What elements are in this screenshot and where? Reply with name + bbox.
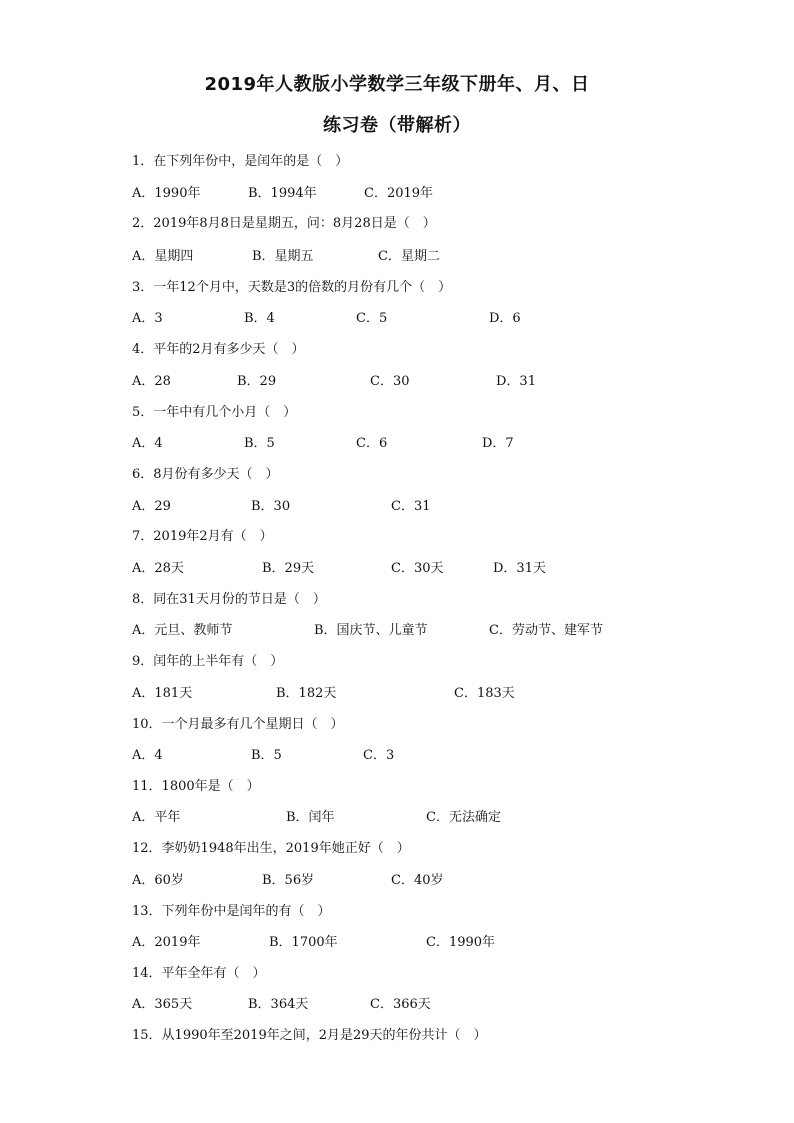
option-c: C．30 xyxy=(370,374,410,389)
option-d: D．6 xyxy=(489,311,521,326)
option-b: B．5 xyxy=(251,748,282,763)
options-row-4 xyxy=(0,370,794,390)
question-10: 10．一个月最多有几个星期日（ ） xyxy=(132,717,344,732)
question-12: 12．李奶奶1948年出生，2019年她正好（ ） xyxy=(132,841,410,856)
option-b: B．56岁 xyxy=(262,873,315,888)
option-a: A．元旦、教师节 xyxy=(132,623,233,638)
option-b: B．5 xyxy=(244,436,275,451)
option-b: B．1994年 xyxy=(248,186,317,201)
options-row-12 xyxy=(0,869,794,889)
option-b: B．星期五 xyxy=(252,249,314,264)
option-a: A．60岁 xyxy=(132,873,184,888)
options-row-14 xyxy=(0,993,794,1013)
option-c: C．40岁 xyxy=(391,873,444,888)
title-line-1: 2019年人教版小学数学三年级下册年、月、日 xyxy=(204,74,590,95)
question-4: 4．平年的2月有多少天（ ） xyxy=(132,342,305,357)
option-b: B．29 xyxy=(237,374,277,389)
option-a: A．2019年 xyxy=(132,935,201,950)
question-1: 1．在下列年份中，是闰年的是（ ） xyxy=(132,154,349,169)
question-15: 15．从1990年至2019年之间，2月是29天的年份共计（ ） xyxy=(132,1028,487,1043)
question-9: 9．闰年的上半年有（ ） xyxy=(132,654,284,669)
option-d: D．31天 xyxy=(493,561,546,576)
options-row-8 xyxy=(0,619,794,639)
options-row-10 xyxy=(0,744,794,764)
question-6: 6．8月份有多少天（ ） xyxy=(132,467,279,482)
option-c: C．无法确定 xyxy=(426,810,501,825)
option-a: A．平年 xyxy=(132,810,181,825)
option-c: C．3 xyxy=(363,748,395,763)
options-row-7 xyxy=(0,557,794,577)
options-row-5 xyxy=(0,432,794,452)
option-b: B．1700年 xyxy=(269,935,338,950)
option-c: C．5 xyxy=(356,311,388,326)
question-14: 14．平年全年有（ ） xyxy=(132,966,266,981)
option-b: B．364天 xyxy=(248,997,309,1012)
option-a: A．3 xyxy=(132,311,163,326)
option-a: A．4 xyxy=(132,748,163,763)
option-b: B．闰年 xyxy=(286,810,335,825)
option-c: C．1990年 xyxy=(426,935,496,950)
option-a: A．4 xyxy=(132,436,163,451)
option-a: A．28天 xyxy=(132,561,184,576)
option-a: A．365天 xyxy=(132,997,193,1012)
options-row-2 xyxy=(0,245,794,265)
question-8: 8．同在31天月份的节日是（ ） xyxy=(132,592,326,607)
options-row-11 xyxy=(0,806,794,826)
question-5: 5．一年中有几个小月（ ） xyxy=(132,405,297,420)
option-c: C．366天 xyxy=(370,997,431,1012)
option-c: C．183天 xyxy=(454,686,515,701)
options-row-3 xyxy=(0,307,794,327)
option-a: A．181天 xyxy=(132,686,193,701)
option-b: B．30 xyxy=(251,499,291,514)
option-c: C．星期二 xyxy=(378,249,440,264)
options-row-9 xyxy=(0,682,794,702)
question-2: 2．2019年8月8日是星期五，问：8月28日是（ ） xyxy=(132,216,436,231)
option-b: B．182天 xyxy=(276,686,337,701)
option-c: C．2019年 xyxy=(364,186,434,201)
option-a: A．28 xyxy=(132,374,171,389)
question-3: 3．一年12个月中，天数是3的倍数的月份有几个（ ） xyxy=(132,280,452,295)
options-row-6 xyxy=(0,495,794,515)
question-13: 13．下列年份中是闰年的有（ ） xyxy=(132,904,331,919)
option-c: C．30天 xyxy=(391,561,444,576)
option-c: C．6 xyxy=(356,436,388,451)
option-c: C．劳动节、建军节 xyxy=(489,623,603,638)
option-b: B．国庆节、儿童节 xyxy=(314,623,428,638)
title-line-2: 练习卷（带解析） xyxy=(323,115,471,136)
question-11: 11．1800年是（ ） xyxy=(132,779,260,794)
question-7: 7．2019年2月有（ ） xyxy=(132,529,273,544)
option-d: D．7 xyxy=(482,436,514,451)
option-b: B．29天 xyxy=(262,561,315,576)
option-a: A．1990年 xyxy=(132,186,201,201)
option-c: C．31 xyxy=(391,499,431,514)
option-b: B．4 xyxy=(244,311,275,326)
option-d: D．31 xyxy=(496,374,536,389)
option-a: A．星期四 xyxy=(132,249,194,264)
options-row-13 xyxy=(0,931,794,951)
options-row-1 xyxy=(0,182,794,202)
option-a: A．29 xyxy=(132,499,171,514)
